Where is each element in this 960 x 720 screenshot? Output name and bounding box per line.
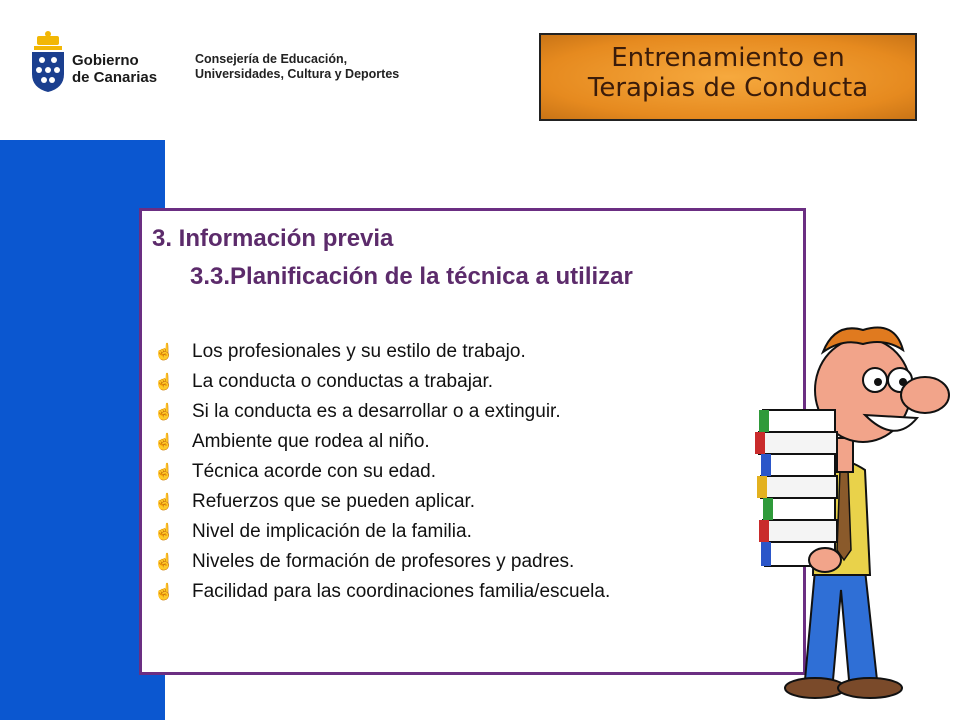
teacher-with-books-illustration bbox=[745, 320, 955, 710]
list-item-text: Facilidad para las coordinaciones familia/escuela. bbox=[192, 581, 611, 602]
banner-line1: Entrenamiento en bbox=[611, 43, 845, 73]
list-item-text: Refuerzos que se pueden aplicar. bbox=[192, 491, 476, 512]
pointing-hand-icon: ☝ bbox=[154, 554, 174, 571]
pointing-hand-icon: ☝ bbox=[154, 524, 174, 541]
list-item bbox=[154, 367, 610, 397]
canarias-emblem-icon bbox=[28, 30, 68, 94]
pointing-hand-icon: ☝ bbox=[154, 374, 174, 391]
consejeria-label bbox=[195, 52, 399, 82]
list-item bbox=[154, 577, 610, 607]
list-item bbox=[154, 427, 610, 457]
section-subtitle: 3.3.Planificación de la técnica a utilizar bbox=[190, 263, 633, 290]
logo-text-line2: de Canarias bbox=[72, 69, 158, 86]
list-item bbox=[154, 337, 610, 367]
pointing-hand-icon: ☝ bbox=[154, 344, 174, 361]
list-item-text: Técnica acorde con su edad. bbox=[192, 461, 436, 482]
list-item-text: Nivel de implicación de la familia. bbox=[192, 521, 472, 542]
course-title-banner bbox=[539, 33, 917, 121]
list-item bbox=[154, 487, 610, 517]
pointing-hand-icon: ☝ bbox=[154, 434, 174, 451]
banner-line2: Terapias de Conducta bbox=[587, 73, 869, 103]
gobierno-canarias-logo bbox=[28, 30, 178, 94]
pointing-hand-icon: ☝ bbox=[154, 464, 174, 481]
list-item-text: Los profesionales y su estilo de trabajo. bbox=[192, 341, 526, 362]
pointing-hand-icon: ☝ bbox=[154, 494, 174, 511]
pointing-hand-icon: ☝ bbox=[154, 404, 174, 421]
list-item-text: Ambiente que rodea al niño. bbox=[192, 431, 430, 452]
list-item-text: Niveles de formación de profesores y padres. bbox=[192, 551, 575, 572]
list-item bbox=[154, 457, 610, 487]
list-item bbox=[154, 397, 610, 427]
list-item bbox=[154, 517, 610, 547]
section-title: 3. Información previa bbox=[152, 225, 394, 252]
list-item-text: La conducta o conductas a trabajar. bbox=[192, 371, 494, 392]
pointing-hand-icon: ☝ bbox=[154, 584, 174, 601]
bullet-list bbox=[154, 337, 610, 607]
logo-text-line1: Gobierno bbox=[72, 52, 139, 69]
list-item-text: Si la conducta es a desarrollar o a extinguir. bbox=[192, 401, 561, 422]
logo-text bbox=[72, 52, 157, 86]
content-panel bbox=[139, 208, 806, 675]
list-item bbox=[154, 547, 610, 577]
consejeria-line1: Consejería de Educación, bbox=[195, 52, 348, 66]
consejeria-line2: Universidades, Cultura y Deportes bbox=[195, 67, 400, 81]
